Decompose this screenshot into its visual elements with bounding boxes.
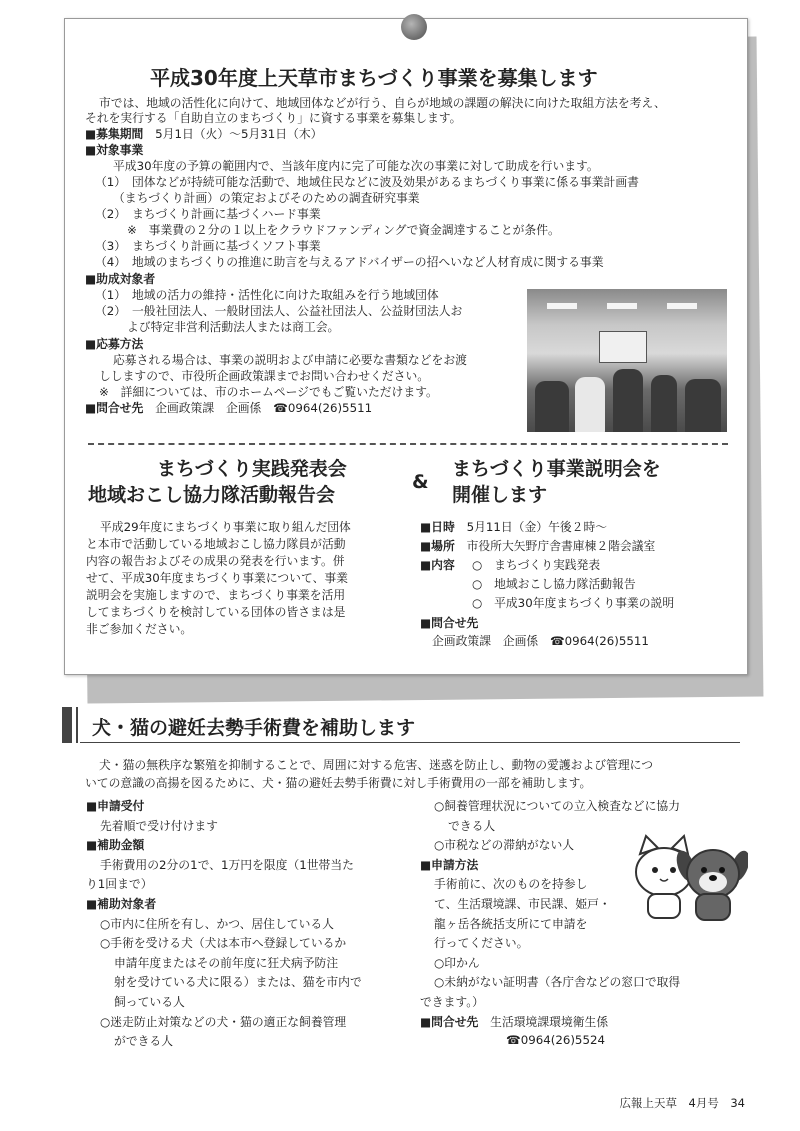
event-title-left-1: まちづくり実践発表会 — [157, 458, 347, 480]
period-value: 5月1日（火）～5月31日（木） — [155, 127, 323, 141]
section-header-bar — [76, 707, 78, 743]
pet-contact — [420, 1015, 740, 1055]
section-header-bar — [62, 707, 72, 743]
pet-contact-label: ■問合せ先 — [420, 1015, 479, 1029]
event-contact-value: 企画政策課 企画係 ☎0964(26)5511 — [432, 634, 649, 648]
pet-intro-line: いての意識の高揚を図るために、犬・猫の避妊去勢手術費に対し手術費用の一部を補助します。 — [85, 776, 592, 790]
period-label: ■募集期間 — [85, 127, 144, 141]
event-title-right-2: 開催します — [452, 484, 548, 506]
pet-label: ■補助対象者 — [86, 897, 157, 911]
pet-contact-dept: 生活環境課環境衛生係 — [490, 1015, 609, 1029]
pet-line: 申請年度またはその前年度に狂犬病予防注 — [114, 955, 339, 970]
apply-line: ししますので、市役所企画政策課までお問い合わせください。 — [99, 369, 430, 383]
event-desc-line: せて、平成30年度まちづくり事業について、事業 — [86, 571, 348, 585]
apply-label: ■応募方法 — [85, 337, 144, 351]
pet-line: て、生活環境課、市民課、姫戸・ — [434, 897, 611, 911]
pet-intro-line: 犬・猫の無秩序な繁殖を抑制することで、周囲に対する危害、迷惑を防止し、動物の愛護および管理につ — [99, 758, 653, 772]
event-desc-line: 内容の報告およびその成果の発表を行います。併 — [86, 554, 345, 568]
event-desc-line: してまちづくりを検討している団体の皆さまは是 — [86, 605, 346, 619]
meeting-photo — [527, 289, 727, 432]
recruit-intro: それを実行する「自助自立のまちづくり」に資する事業を募集します。 — [85, 111, 462, 125]
recruit-title: 平成30年度上天草市まちづくり事業を募集します — [150, 66, 598, 90]
event-desc-line: 非ご参加ください。 — [86, 622, 193, 636]
apply-line: ※ 詳細については、市のホームページでもご覧いただけます。 — [99, 385, 438, 399]
target-line: （まちづくり計画）の策定およびそのための調査研究事業 — [113, 191, 420, 205]
event-contact-label: ■問合せ先 — [420, 616, 479, 630]
content-item: ○ 平成30年度まちづくり事業の説明 — [472, 596, 675, 610]
subsidy-line: （2） 一般社団法人、一般財団法人、公益社団法人、公益財団法人お — [95, 304, 463, 318]
pet-line: り1回まで） — [86, 877, 153, 892]
apply-line: 応募される場合は、事業の説明および申請に必要な書類などをお渡 — [113, 353, 467, 367]
pet-label: ■補助金額 — [86, 838, 145, 853]
event-title-left-2: 地域おこし協力隊活動報告会 — [88, 484, 336, 506]
pet-label: ■申請受付 — [86, 799, 145, 813]
content-item: ○ 地域おこし協力隊活動報告 — [472, 577, 636, 591]
date-value: 5月11日（金）午後２時～ — [466, 520, 608, 534]
section-header-line — [80, 742, 740, 743]
pet-line: ○印かん — [434, 955, 480, 970]
target-line: （3） まちづくり計画に基づくソフト事業 — [95, 239, 321, 253]
target-line: （2） まちづくり計画に基づくハード事業 — [95, 207, 321, 221]
pet-line: ○手術を受ける犬（犬は本市へ登録しているか — [100, 936, 347, 951]
pet-label: ■申請方法 — [420, 857, 479, 872]
place-label: ■場所 — [420, 539, 455, 553]
pet-line: 手術前に、次のものを持参し — [434, 877, 588, 892]
subsidy-line: （1） 地域の活力の維持・活性化に向けた取組みを行う地域団体 — [95, 288, 439, 302]
content-item: ○ まちづくり実践発表 — [472, 558, 601, 572]
target-line: （4） 地域のまちづくりの推進に助言を与えるアドバイザーの招へいなど人材育成に関する事業 — [95, 255, 604, 269]
cat-dog-illustration — [628, 832, 748, 927]
recruit-contact-value: 企画政策課 企画係 ☎0964(26)5511 — [155, 401, 373, 415]
pet-line: ○市税などの滞納がない人 — [434, 838, 575, 853]
pet-line: ○飼養管理状況についての立入検査などに協力 — [434, 799, 680, 813]
place-value: 市役所大矢野庁舎書庫棟２階会議室 — [466, 539, 656, 553]
pet-line: 飼っている人 — [114, 995, 185, 1009]
pet-line: ○市内に住所を有し、かつ、居住している人 — [100, 916, 334, 931]
target-line: （1） 団体などが持続可能な活動で、地域住民などに波及効果があるまちづくり事業に係る事業計画書 — [95, 175, 639, 189]
pet-line: ができる人 — [114, 1034, 173, 1049]
pet-line: ○迷走防止対策などの犬・猫の適正な飼養管理 — [100, 1014, 347, 1029]
event-desc-line: 説明会を実施しますので、まちづくり事業を活用 — [86, 588, 346, 602]
pin-icon — [401, 14, 427, 40]
pet-contact-tel: ☎0964(26)5524 — [506, 1033, 605, 1047]
target-label: ■対象事業 — [85, 143, 144, 157]
ampersand: & — [412, 471, 429, 493]
target-line: 平成30年度の予算の範囲内で、当該年度内に完了可能な次の事業に対して助成を行います。 — [113, 159, 599, 173]
pet-line: できる人 — [448, 818, 496, 833]
date-label: ■日時 — [420, 520, 455, 534]
pet-line: 龍ヶ岳各統括支所にて申請を — [434, 916, 588, 931]
event-desc-line: 平成29年度にまちづくり事業に取り組んだ団体 — [100, 520, 351, 534]
subsidy-label: ■助成対象者 — [85, 272, 156, 286]
page-footer: 広報上天草 4月号 34 — [619, 1096, 745, 1110]
pet-line: ○未納がない証明書（各庁舎などの窓口で取得 — [434, 975, 681, 990]
event-desc-line: と本市で活動している地域おこし協力隊員が活動 — [86, 537, 346, 551]
event-title-right-1: まちづくり事業説明会を — [452, 458, 661, 480]
target-line: ※ 事業費の２分の１以上をクラウドファンディングで資金調達することが条件。 — [127, 223, 560, 237]
pet-line: 手術費用の2分の1で、1万円を限度（1世帯当た — [100, 857, 354, 872]
recruit-intro: 市では、地域の活性化に向けて、地域団体などが行う、自らが地域の課題の解決に向けた取組方法を考え、 — [99, 96, 666, 110]
pet-line: できます。） — [420, 995, 484, 1009]
content-label: ■内容 — [420, 558, 455, 572]
pet-line: 先着順で受け付けます — [100, 818, 218, 833]
section-divider — [88, 443, 728, 445]
pet-title: 犬・猫の避妊去勢手術費を補助します — [92, 717, 416, 739]
subsidy-line: よび特定非営利活動法人または商工会。 — [127, 320, 340, 334]
pet-line: 行ってください。 — [434, 936, 529, 951]
pet-line: 射を受けている犬に限る）または、猫を市内で — [114, 975, 362, 990]
recruit-contact-label: ■問合せ先 — [85, 401, 144, 415]
